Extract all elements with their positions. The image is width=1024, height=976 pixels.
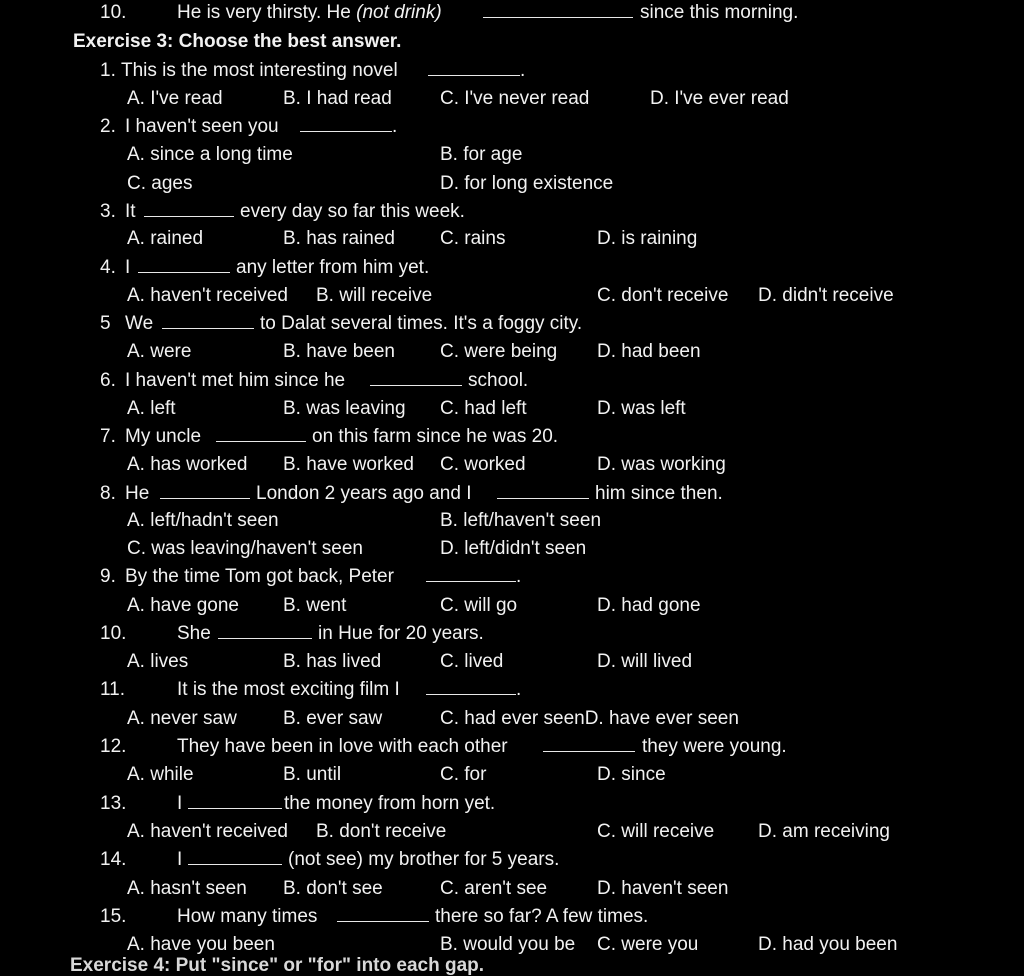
question-number: 8. (100, 483, 116, 504)
question-text-part: since this morning. (640, 2, 799, 23)
option-b[interactable]: B. has lived (283, 651, 382, 672)
option-c[interactable]: C. were being (440, 341, 558, 362)
option-c[interactable]: C. had left (440, 398, 527, 419)
answer-blank[interactable] (497, 484, 589, 499)
answer-blank[interactable] (144, 202, 234, 217)
option-a[interactable]: A. never saw (127, 708, 237, 729)
question-text-part: London 2 years ago and I (256, 483, 472, 504)
answer-blank[interactable] (337, 907, 429, 922)
question-text-part: on this farm since he was 20. (312, 426, 559, 447)
option-a[interactable]: A. have you been (127, 934, 275, 955)
answer-blank[interactable] (188, 794, 282, 809)
option-d[interactable]: D. was working (597, 454, 726, 475)
question-text: I (125, 257, 131, 278)
question-text: My uncle (125, 426, 202, 447)
verb-hint: (not drink) (356, 2, 442, 23)
question-number: 1. (100, 60, 116, 81)
question-text-part: to Dalat several times. It's a foggy city. (260, 313, 583, 334)
option-d[interactable]: D. had you been (758, 934, 898, 955)
answer-blank[interactable] (218, 624, 312, 639)
answer-blank[interactable] (543, 737, 635, 752)
question-text: We (125, 313, 154, 334)
question-text: It is the most exciting film I (177, 679, 400, 700)
option-d[interactable]: D. am receiving (758, 821, 890, 842)
option-c[interactable]: C. rains (440, 228, 506, 249)
option-b[interactable]: B. I had read (283, 88, 392, 109)
option-a[interactable]: A. have gone (127, 595, 239, 616)
option-b[interactable]: B. left/haven't seen (440, 510, 602, 531)
question-number: 6. (100, 370, 116, 391)
question-text-part: the money from horn yet. (284, 793, 496, 814)
question-text: They have been in love with each other (177, 736, 508, 757)
question-number: 11. (100, 679, 126, 700)
option-d[interactable]: D. will lived (597, 651, 693, 672)
option-d[interactable]: D. was left (597, 398, 686, 419)
option-d[interactable]: D. had gone (597, 595, 701, 616)
answer-blank[interactable] (483, 3, 633, 18)
option-a[interactable]: A. hasn't seen (127, 878, 247, 899)
next-exercise-title-clipped (70, 955, 530, 976)
option-c[interactable]: C. don't receive (597, 285, 729, 306)
option-c[interactable]: C. was leaving/haven't seen (127, 538, 363, 559)
option-a[interactable]: A. I've read (127, 88, 223, 109)
question-text-part: every day so far this week. (240, 201, 465, 222)
option-b[interactable]: B. have worked (283, 454, 414, 475)
option-b[interactable]: B. until (283, 764, 342, 785)
question-text-part: they were young. (642, 736, 787, 757)
question-text-part: . (392, 116, 398, 137)
question-number: 15. (100, 906, 127, 927)
option-b[interactable]: B. have been (283, 341, 395, 362)
option-a[interactable]: A. rained (127, 228, 204, 249)
option-b[interactable]: B. will receive (316, 285, 433, 306)
option-a[interactable]: A. since a long time (127, 144, 293, 165)
option-c[interactable]: C. will receive (597, 821, 715, 842)
question-number: 4. (100, 257, 116, 278)
question-text: I haven't seen you (125, 116, 279, 137)
question-number: 2. (100, 116, 116, 137)
option-c[interactable]: C. for (440, 764, 487, 785)
question-number: 14. (100, 849, 127, 870)
option-a[interactable]: A. haven't received (127, 285, 288, 306)
option-c[interactable]: C. ages (127, 173, 193, 194)
answer-blank[interactable] (370, 371, 462, 386)
answer-blank[interactable] (188, 850, 282, 865)
option-cd[interactable]: C. had ever seenD. have ever seen (440, 708, 739, 729)
answer-blank[interactable] (428, 61, 520, 76)
question-text-part: him since then. (595, 483, 723, 504)
question-text: I haven't met him since he (125, 370, 346, 391)
option-c[interactable]: C. will go (440, 595, 518, 616)
question-number: 10. (100, 2, 127, 23)
option-a[interactable]: A. left/hadn't seen (127, 510, 279, 531)
option-d[interactable]: D. I've ever read (650, 88, 789, 109)
option-d[interactable]: D. haven't seen (597, 878, 729, 899)
answer-blank[interactable] (426, 567, 516, 582)
option-a[interactable]: A. lives (127, 651, 189, 672)
question-text: She (177, 623, 211, 644)
option-a[interactable]: A. haven't received (127, 821, 288, 842)
question-number: 9. (100, 566, 116, 587)
answer-blank[interactable] (300, 117, 392, 132)
option-b[interactable]: B. ever saw (283, 708, 383, 729)
option-b[interactable]: B. has rained (283, 228, 395, 249)
answer-blank[interactable] (162, 314, 254, 329)
question-text-part: . (520, 60, 526, 81)
option-b[interactable]: B. for age (440, 144, 523, 165)
option-d[interactable]: D. had been (597, 341, 701, 362)
option-d[interactable]: D. since (597, 764, 666, 785)
question-text-part: He is very thirsty. He (177, 2, 357, 23)
answer-blank[interactable] (426, 680, 516, 695)
question-number: 5 (100, 313, 111, 334)
option-d[interactable]: D. left/didn't seen (440, 538, 587, 559)
option-c[interactable]: C. worked (440, 454, 526, 475)
answer-blank[interactable] (138, 258, 230, 273)
question-text-part: any letter from him yet. (236, 257, 430, 278)
option-b[interactable]: B. would you be (440, 934, 576, 955)
question-text: This is the most interesting novel (121, 60, 398, 81)
question-text: By the time Tom got back, Peter (125, 566, 394, 587)
exercise-title: Exercise 4: Put "since" or "for" into each gap. (70, 955, 485, 976)
question-text-part: there so far? A few times. (435, 906, 649, 927)
question-text: I (177, 849, 183, 870)
answer-blank[interactable] (160, 484, 250, 499)
question-text-part: . (516, 566, 522, 587)
option-a[interactable]: A. were (127, 341, 192, 362)
question-text: It (125, 201, 136, 222)
question-number: 13. (100, 793, 127, 814)
option-b[interactable]: B. don't receive (316, 821, 447, 842)
option-a[interactable]: A. left (127, 398, 176, 419)
question-number: 12. (100, 736, 127, 757)
question-text: I (177, 793, 183, 814)
question-text-part: . (516, 679, 522, 700)
option-c[interactable]: C. I've never read (440, 88, 590, 109)
question-number: 10. (100, 623, 127, 644)
option-c[interactable]: C. were you (597, 934, 699, 955)
question-text-part: in Hue for 20 years. (318, 623, 484, 644)
option-c[interactable]: C. aren't see (440, 878, 548, 899)
option-b[interactable]: B. don't see (283, 878, 383, 899)
option-a[interactable]: A. has worked (127, 454, 248, 475)
question-number: 3. (100, 201, 116, 222)
question-text-part: school. (468, 370, 529, 391)
option-d[interactable]: D. didn't receive (758, 285, 894, 306)
question-text: He (125, 483, 150, 504)
option-b[interactable]: B. went (283, 595, 347, 616)
exercise-title: Exercise 3: Choose the best answer. (73, 31, 402, 52)
question-number: 7. (100, 426, 116, 447)
question-text (177, 3, 442, 22)
option-d[interactable]: D. for long existence (440, 173, 614, 194)
option-d[interactable]: D. is raining (597, 228, 698, 249)
answer-blank[interactable] (216, 427, 306, 442)
question-text-part: (not see) my brother for 5 years. (288, 849, 560, 870)
question-text: How many times (177, 906, 318, 927)
option-c[interactable]: C. lived (440, 651, 504, 672)
option-b[interactable]: B. was leaving (283, 398, 406, 419)
option-a[interactable]: A. while (127, 764, 194, 785)
